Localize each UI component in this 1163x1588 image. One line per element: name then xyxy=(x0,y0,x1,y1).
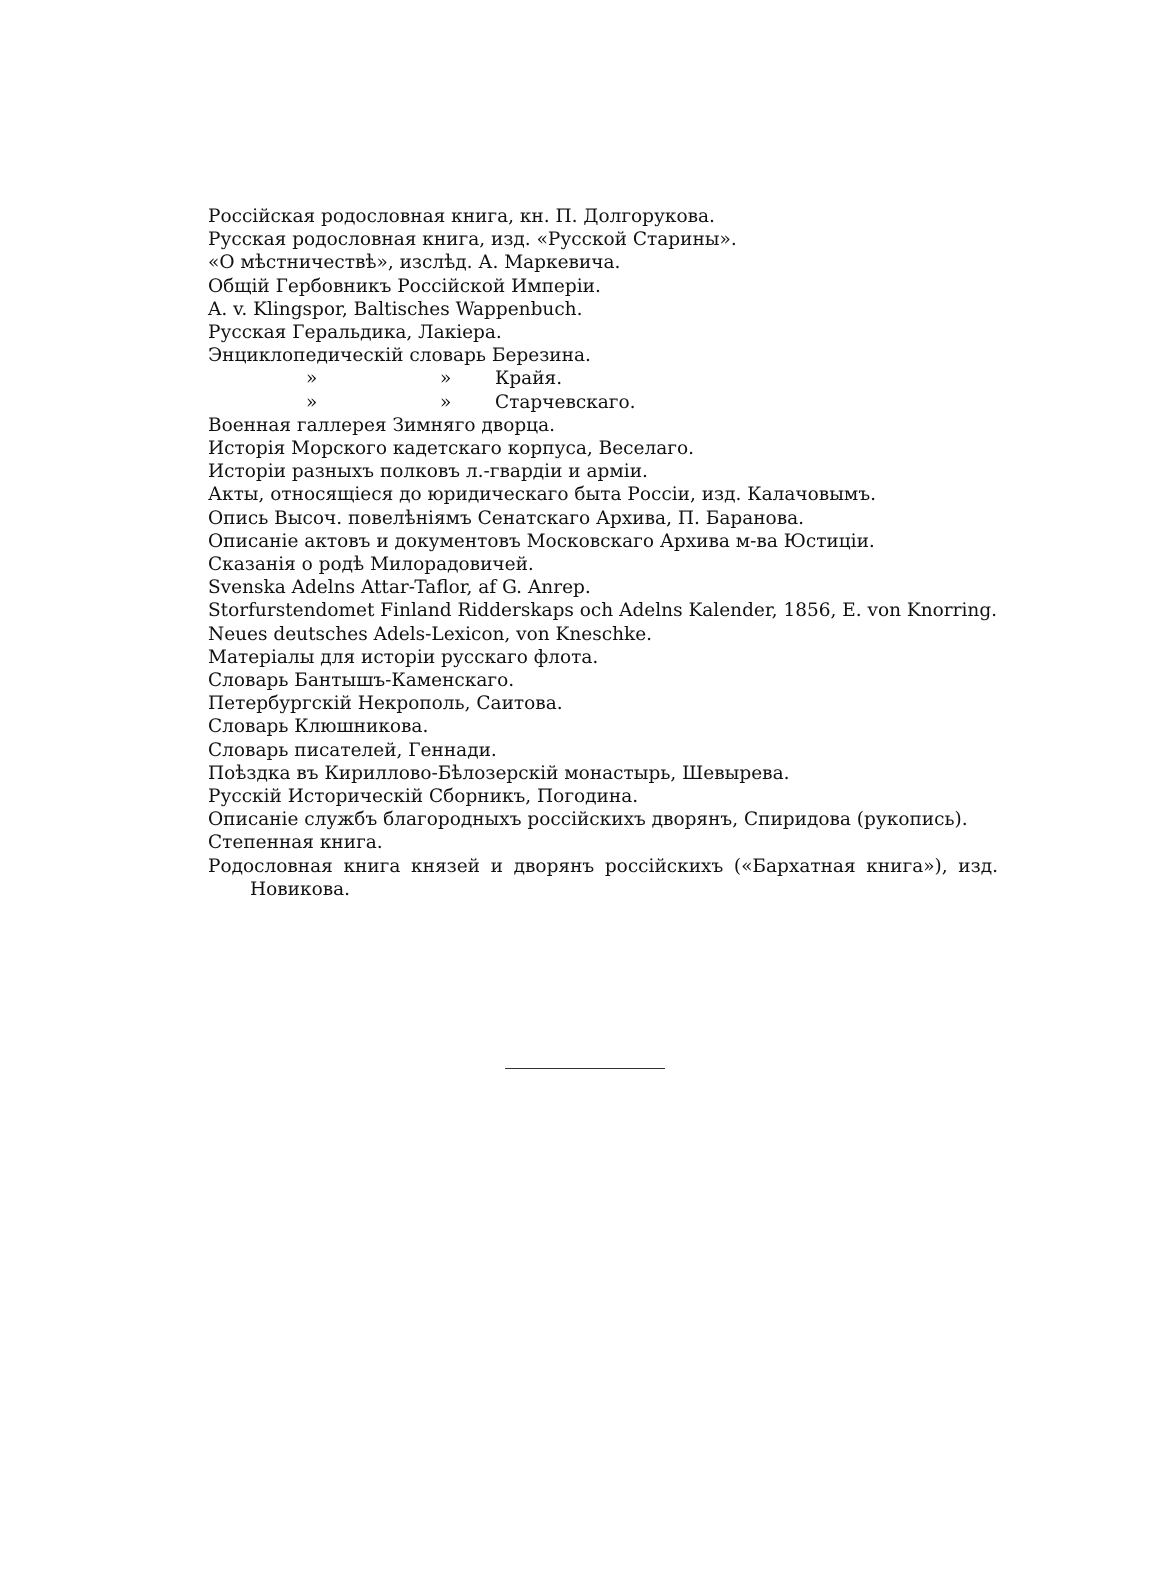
bibliography-entry: Сказанія о родѣ Милорадовичей. xyxy=(208,554,534,576)
ditto-mark: » xyxy=(440,368,452,390)
ditto-entry-text: Крайя. xyxy=(495,368,563,390)
bibliography-entry: Storfurstendomet Finland Ridderskaps och Adelns Kalender, 1856, E. von Knorring. xyxy=(208,600,998,622)
bibliography-entry: Русскій Историческій Сборникъ, Погодина. xyxy=(208,786,639,808)
bibliography-entry-ditto xyxy=(208,367,998,390)
bibliography-entry: Петербургскій Некрополь, Саитова. xyxy=(208,693,563,715)
bibliography-entry: Исторія Морского кадетскаго корпуса, Веселаго. xyxy=(208,438,694,459)
ditto-mark: » xyxy=(306,368,318,390)
bibliography-entry: Neues deutsches Adels-Lexicon, von Kneschke. xyxy=(208,623,653,645)
bibliography-list xyxy=(208,205,998,901)
section-end-rule xyxy=(505,1068,665,1069)
bibliography-entry: Энциклопедическій словарь Березина. xyxy=(208,345,591,367)
bibliography-entry: Военная галлерея Зимняго дворца. xyxy=(208,414,555,436)
bibliography-entry: Степенная книга. xyxy=(208,832,383,854)
bibliography-entry: Матеріалы для исторіи русскаго флота. xyxy=(208,646,599,668)
ditto-mark: » xyxy=(440,391,452,413)
bibliography-entry-ditto xyxy=(208,391,998,414)
bibliography-entry: Родословная книга князей и дворянъ россійскихъ («Бархатная книга»), изд. Новикова. xyxy=(208,855,998,900)
bibliography-entry: Поѣздка въ Кириллово-Бѣлозерскій монастырь, Шевырева. xyxy=(208,762,790,784)
bibliography-entry: Русская Геральдика, Лакіера. xyxy=(208,322,502,344)
bibliography-entry: Описаніе службъ благородныхъ россійскихъ дворянъ, Спиридова (рукопись). xyxy=(208,809,968,831)
bibliography-entry: Опись Высоч. повелѣніямъ Сенатскаго Архива, П. Баранова. xyxy=(208,507,805,529)
ditto-entry-text: Старчевскаго. xyxy=(495,391,636,413)
bibliography-entry: Описаніе актовъ и документовъ Московскаго Архива м-ва Юстиціи. xyxy=(208,530,875,552)
bibliography-entry: Словарь Клюшникова. xyxy=(208,716,429,738)
bibliography-entry: Svenska Adelns Attar-Taflor, af G. Anrep. xyxy=(208,577,591,599)
bibliography-entry: Словарь писателей, Геннади. xyxy=(208,739,497,761)
ditto-mark: » xyxy=(306,391,318,413)
bibliography-entry: Общій Гербовникъ Россійской Имперіи. xyxy=(208,275,601,297)
bibliography-entry: Русская родословная книга, изд. «Русской Старины». xyxy=(208,229,737,251)
bibliography-entry: Россійская родословная книга, кн. П. Долгорукова. xyxy=(208,206,715,227)
bibliography-entry: «О мѣстничествѣ», изслѣд. А. Маркевича. xyxy=(208,252,621,274)
bibliography-entry: Акты, относящіеся до юридическаго быта Россіи, изд. Калачовымъ. xyxy=(208,484,876,506)
bibliography-entry: Исторіи разныхъ полковъ л.-гвардіи и арміи. xyxy=(208,461,648,483)
bibliography-entry: Словарь Бантышъ-Каменскаго. xyxy=(208,670,515,692)
bibliography-entry: A. v. Klingspor, Baltisches Wappenbuch. xyxy=(208,298,583,320)
